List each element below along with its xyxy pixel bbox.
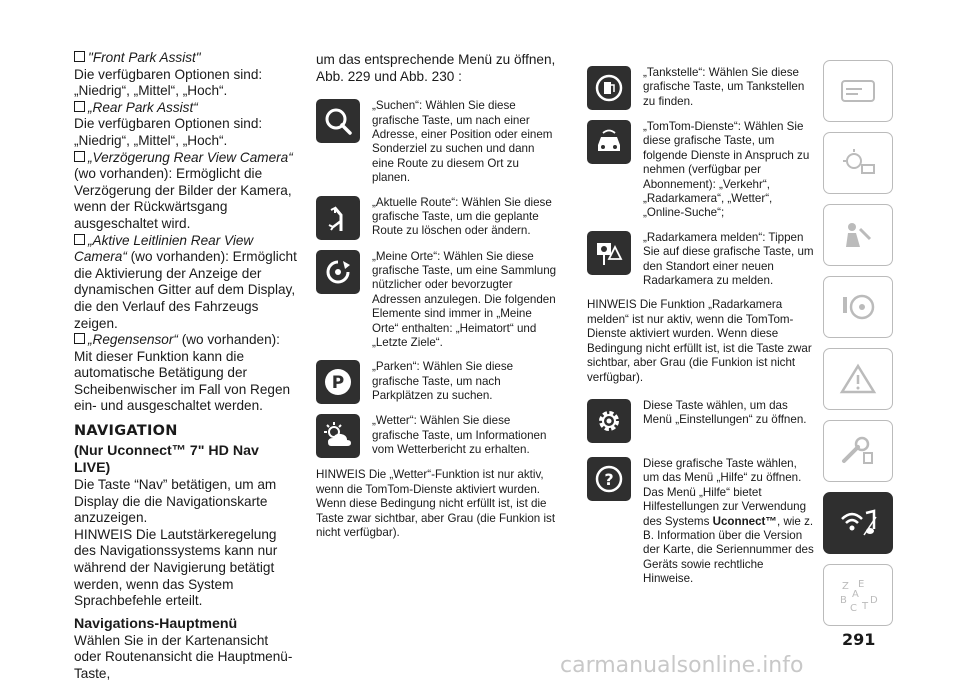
help-icon <box>587 457 631 501</box>
nav-note: HINWEIS Die Lautstärkeregelung des Navigationssystems kann nur während der Navigierung betätigt werden, wenn das System Sprachbefehle erteilt. <box>74 526 278 609</box>
option-title: „Regensensor“ <box>88 332 178 348</box>
option-text: (wo vorhanden): Mit dieser Funktion kann die automatische Betätigung der Scheibenwischer im Fall von Regen ein- und ausgeschaltet werden. <box>74 332 291 414</box>
warning-lights-icon[interactable] <box>823 132 893 194</box>
svg-text:T: T <box>862 601 869 612</box>
search-icon <box>316 99 360 143</box>
option-title: „Verzögerung Rear View Camera“ <box>88 149 293 165</box>
left-column <box>74 50 298 683</box>
nav-description: Die Taste “Nav” betätigen, um am Display die die Navigationskarte anzuzeigen. <box>74 477 277 526</box>
menu-item-text: „TomTom-Dienste“: Wählen Sie diese grafische Taste, um folgende Dienste in Anspruch zu nehmen (verfügbar per Abonnement): „Verkehr“, „Radarkamera“, „Wetter“, „Online-Suche“; <box>643 120 810 220</box>
checkbox-bullet-icon <box>74 101 85 112</box>
menu-item-text <box>643 457 815 587</box>
checkbox-bullet-icon <box>74 51 85 62</box>
menu-item-weather <box>316 414 558 458</box>
svg-text:Z: Z <box>842 581 849 592</box>
menu-item-text: „Meine Orte“: Wählen Sie diese grafische Taste, um eine Sammlung nützlicher oder bevorzugter Adressen anzulegen. Die folgenden Elemente sind immer in „Meine Orte“ enthalten: „Heimatort“ und „Letzte Ziele“. <box>372 249 557 350</box>
menu-item-settings <box>587 399 815 443</box>
my-places-icon <box>316 250 360 294</box>
menu-item-tomtom-services <box>587 120 815 221</box>
svg-text:E: E <box>858 579 865 590</box>
menu-item-text: Diese Taste wählen, um das Menü „Einstellungen“ zu öffnen. <box>643 398 807 427</box>
driving-icon[interactable] <box>823 276 893 338</box>
svg-text:C: C <box>850 603 857 614</box>
svg-text:?: ? <box>604 469 614 489</box>
menu-item-report-camera <box>587 231 815 289</box>
menu-item-text: „Radarkamera melden“: Tippen Sie auf diese grafische Taste, um den Standort einer neuen Radarkamera zu melden. <box>643 230 814 288</box>
menu-item-search <box>316 99 558 185</box>
watermark: carmanualsonline.info <box>560 653 804 678</box>
help-text: , wie z. B. Information über die Version der Karte, die Seriennummer des Geräts sowie rechtliche Hinweise. <box>643 514 814 586</box>
menu-heading: Navigations-Hauptmenü <box>74 615 238 632</box>
chapter-sidebar <box>823 60 893 636</box>
car-overview-icon[interactable] <box>823 60 893 122</box>
menu-item-text: „Parken“: Wählen Sie diese grafische Taste, um nach Parkplätzen zu suchen. <box>372 360 514 403</box>
svg-text:B: B <box>840 595 847 606</box>
bullet-rear-park-assist <box>74 100 298 117</box>
middle-column <box>316 52 558 541</box>
page-number: 291 <box>842 630 876 649</box>
menu-item-parking <box>316 360 558 404</box>
menu-item-help <box>587 457 815 587</box>
bullet-front-park-assist <box>74 50 298 67</box>
camera-note: HINWEIS Die Funktion „Radarkamera melden“ ist nur aktiv, wenn die TomTom-Dienste aktiviert wurden. Wenn diese Bedingung nicht erfüllt ist, ist die Taste zwar sichtbar, aber Grau (die Funkion ist nicht verfügbar). <box>587 298 812 384</box>
car-services-icon <box>587 120 631 164</box>
weather-note: HINWEIS Die „Wetter“-Funktion ist nur aktiv, wenn die TomTom-Dienste aktiviert wurden. Wenn diese Bedingung nicht erfüllt ist, ist die Taste zwar sichtbar, aber Grau (die Funkion ist nicht verfügbar). <box>316 468 556 540</box>
menu-description: Wählen Sie in der Kartenansicht oder Routenansicht die Hauptmenü-Taste, <box>74 632 293 681</box>
menu-item-text: „Suchen“: Wählen Sie diese grafische Taste, um nach einer Adresse, einer Position oder einem Sonderziel zu suchen und dann eine Route zu diesem Ort zu planen. <box>372 99 553 185</box>
maintenance-icon[interactable] <box>823 420 893 482</box>
menu-item-text: „Wetter“: Wählen Sie diese grafische Taste, um Informationen vom Wetterbericht zu erhalten. <box>372 414 547 457</box>
index-icon[interactable] <box>823 564 893 626</box>
checkbox-bullet-icon <box>74 234 85 245</box>
fuel-station-icon <box>587 66 631 110</box>
menu-item-my-places <box>316 250 558 351</box>
menu-item-text: „Aktuelle Route“: Wählen Sie diese grafische Taste, um die geplante Route zu löschen oder ändern. <box>372 195 552 238</box>
weather-icon <box>316 414 360 458</box>
option-title: "Front Park Assist" <box>88 50 201 65</box>
multimedia-icon[interactable] <box>823 492 893 554</box>
bullet-active-guidelines <box>74 233 298 333</box>
bullet-rain-sensor <box>74 332 298 415</box>
settings-gear-icon <box>587 399 631 443</box>
checkbox-bullet-icon <box>74 333 85 344</box>
parking-icon <box>316 360 360 404</box>
option-text: Die verfügbaren Optionen sind: „Niedrig“, „Mittel“, „Hoch“. <box>74 116 263 148</box>
intro-text: um das entsprechende Menü zu öffnen, Abb. 229 und Abb. 230 : <box>316 52 556 84</box>
help-text: Diese grafische Taste wählen, um das Menü „Hilfe“ zu öffnen. Das Menü „Hilfe“ bietet Hilfestellungen zur Verwendung des Systems <box>643 456 807 528</box>
right-column <box>587 66 815 587</box>
svg-text:D: D <box>870 595 878 606</box>
option-text: (wo vorhanden): Ermöglicht die Verzögerung der Bilder der Kamera, wenn der Rückwärtsgang ausgeschaltet wird. <box>74 166 292 231</box>
option-title: „Aktive Leitlinien Rear View Camera“ <box>74 232 254 265</box>
speed-camera-icon <box>587 231 631 275</box>
option-title: „Rear Park Assist“ <box>88 99 198 115</box>
bullet-camera-delay <box>74 150 298 167</box>
option-text: (wo vorhanden): Ermöglicht die Aktivierung der Anzeige der dynamischen Gitter auf dem Display, die den Verlauf des Fahrzeugs zeigen. <box>74 249 297 331</box>
help-brand: Uconnect™ <box>712 514 778 528</box>
menu-item-current-route <box>316 196 558 240</box>
emergency-icon[interactable] <box>823 348 893 410</box>
safety-icon[interactable] <box>823 204 893 266</box>
menu-item-fuel-station <box>587 66 815 110</box>
option-text: Die verfügbaren Optionen sind: „Niedrig“, „Mittel“, „Hoch“. <box>74 66 263 99</box>
checkbox-bullet-icon <box>74 151 85 162</box>
route-icon <box>316 196 360 240</box>
section-subheading: (Nur Uconnect™ 7" HD Nav LIVE) <box>74 443 259 477</box>
svg-text:A: A <box>852 589 859 600</box>
menu-item-text: „Tankstelle“: Wählen Sie diese grafische Taste, um Tankstellen zu finden. <box>643 66 805 108</box>
svg-text:P: P <box>331 373 345 394</box>
section-heading: NAVIGATION <box>74 423 178 440</box>
